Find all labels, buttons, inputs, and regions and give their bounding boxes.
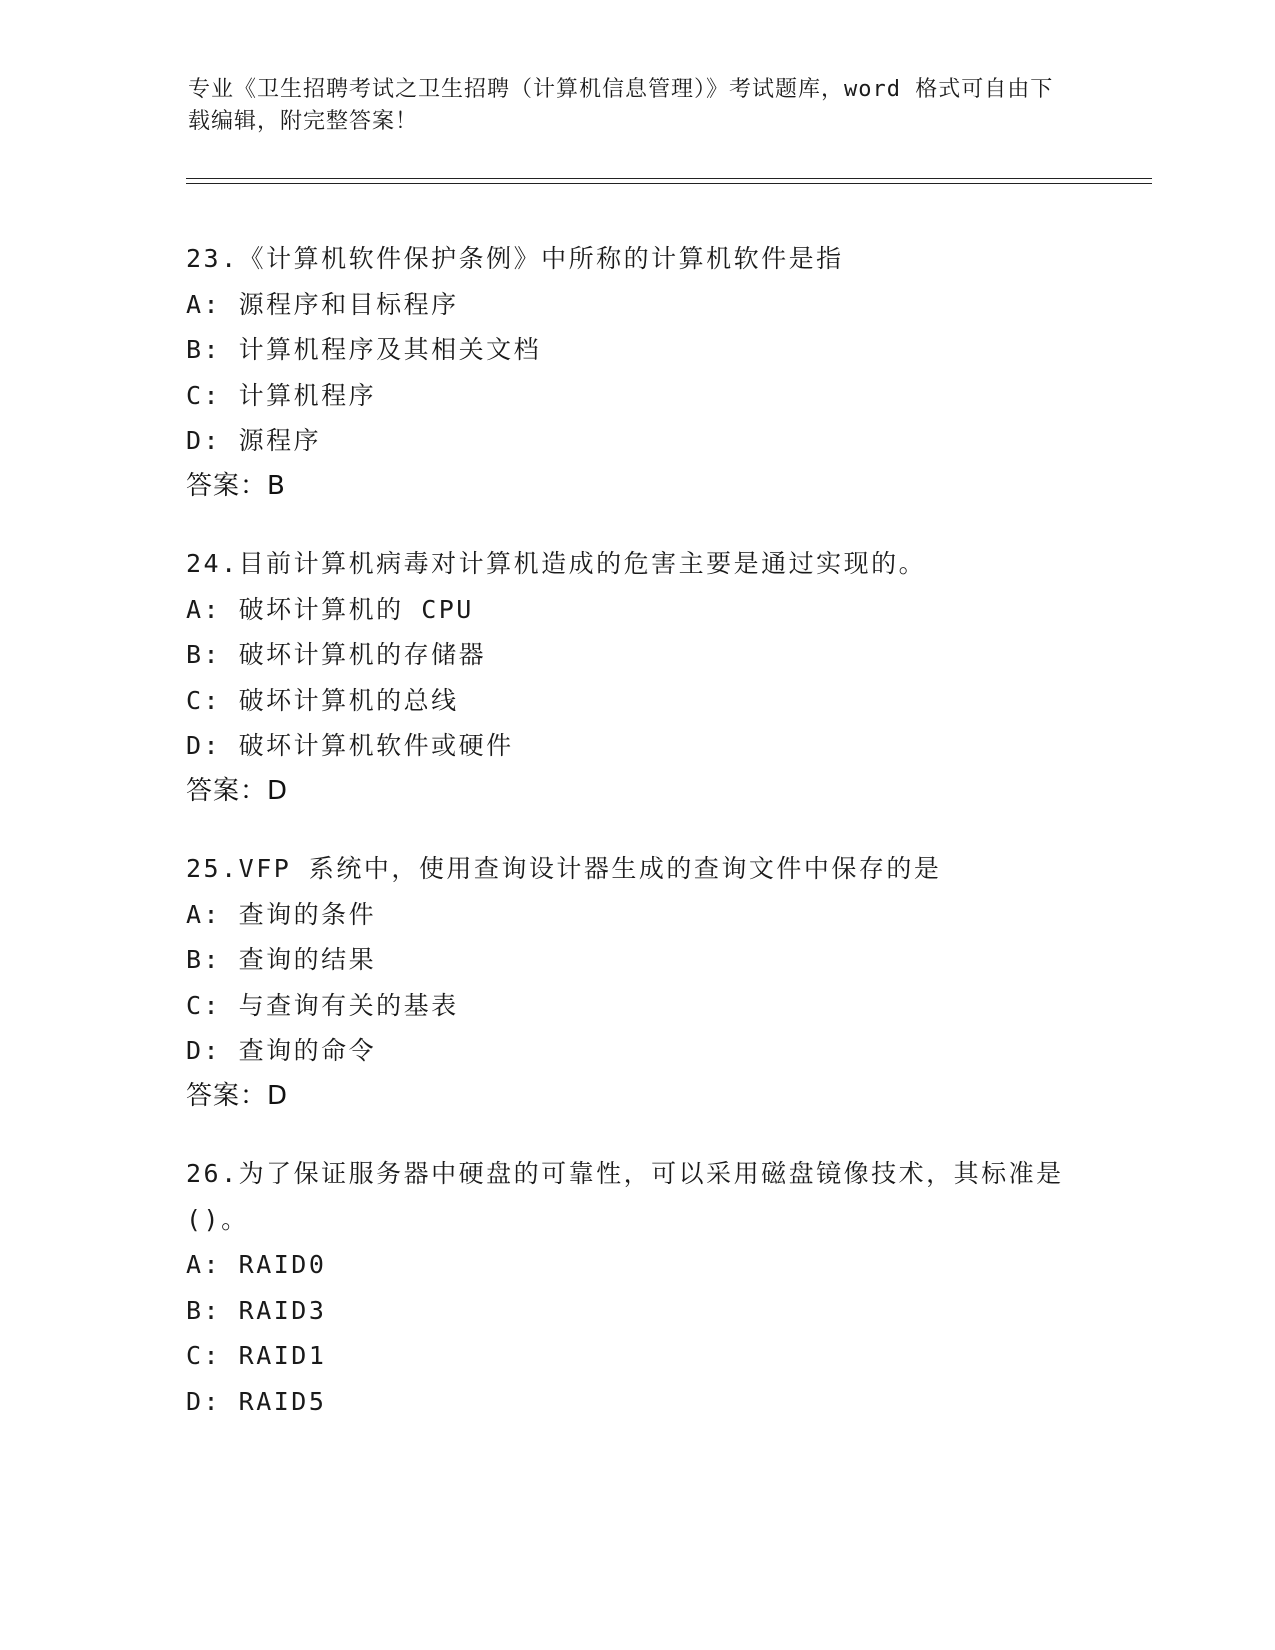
question-25: [186, 846, 1106, 1119]
question-26: [186, 1151, 1106, 1424]
option-a: A: 查询的条件: [186, 899, 377, 929]
question-stem: 23.《计算机软件保护条例》中所称的计算机软件是指: [186, 244, 844, 273]
option-a: A: 破坏计算机的 CPU: [186, 594, 474, 624]
header-divider-bottom: [186, 183, 1152, 184]
option-b: B: 破坏计算机的存储器: [186, 640, 487, 669]
answer-label: 答案：D: [186, 1080, 289, 1111]
question-stem: 25.VFP 系统中，使用查询设计器生成的查询文件中保存的是: [186, 854, 942, 883]
option-c: C: 与查询有关的基表: [186, 990, 459, 1020]
question-23: [186, 236, 1106, 509]
header-divider-top: [186, 178, 1152, 179]
option-c: C: 计算机程序: [186, 380, 377, 410]
answer-label: 答案：B: [186, 470, 286, 501]
option-a: A: 源程序和目标程序: [186, 289, 459, 319]
option-b: B: 查询的结果: [186, 945, 377, 974]
option-b: B: 计算机程序及其相关文档: [186, 335, 542, 364]
question-24: [186, 541, 1106, 814]
document-intro: 专业《卫生招聘考试之卫生招聘（计算机信息管理）》考试题库，word 格式可自由下载编辑，附完整答案！: [188, 77, 1054, 134]
answer-label: 答案：D: [186, 775, 289, 806]
question-stem: 24.目前计算机病毒对计算机造成的危害主要是通过实现的。: [186, 549, 927, 578]
question-stem: 26.为了保证服务器中硬盘的可靠性，可以采用磁盘镜像技术，其标准是()。: [186, 1159, 1064, 1234]
option-a: A: RAID0: [186, 1250, 327, 1279]
option-c: C: RAID1: [186, 1341, 327, 1370]
option-b: B: RAID3: [186, 1295, 327, 1325]
question-list: [186, 236, 1106, 1456]
option-d: D: 破坏计算机软件或硬件: [186, 731, 514, 760]
option-d: D: 源程序: [186, 426, 322, 455]
option-d: D: RAID5: [186, 1386, 327, 1416]
option-c: C: 破坏计算机的总线: [186, 685, 459, 715]
option-d: D: 查询的命令: [186, 1036, 377, 1065]
